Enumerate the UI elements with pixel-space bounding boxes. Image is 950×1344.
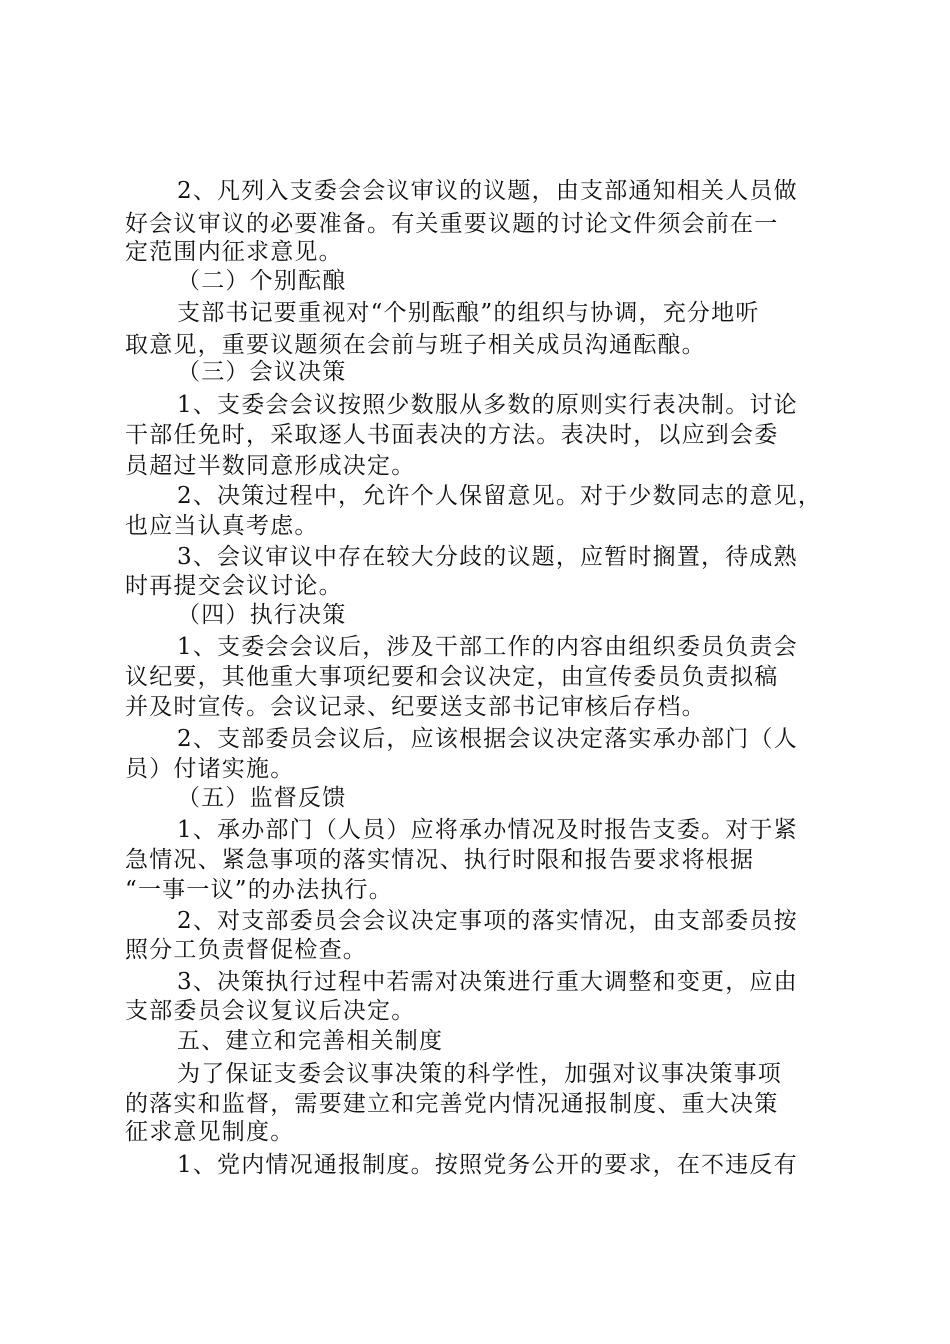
text-line: 的落实和监督，需要建立和完善党内情况通报制度、重大决策 (125, 1091, 779, 1117)
text-line: 员）付诸实施。 (125, 756, 295, 782)
text-line: 3、会议审议中存在较大分歧的议题，应暂时搁置，待成熟 (177, 544, 798, 570)
text-line: 2、决策过程中，允许个人保留意见。对于少数同志的意见， (177, 483, 823, 509)
text-line: 并及时宣传。会议记录、纪要送支部书记审核后存档。 (125, 694, 706, 720)
text-line: 2、凡列入支委会会议审议的议题，由支部通知相关人员做 (177, 178, 798, 204)
text-line: 急情况、紧急事项的落实情况、执行时限和报告要求将根据 (125, 847, 755, 873)
text-line: 干部任免时，采取逐人书面表决的方法。表决时，以应到会委 (125, 422, 779, 448)
text-line: 征求意见制度。 (125, 1119, 295, 1145)
text-line: 1、支委会会议按照少数服从多数的原则实行表决制。讨论 (177, 392, 798, 418)
text-line: 员超过半数同意形成决定。 (125, 453, 416, 479)
text-line: 照分工负责督促检查。 (125, 937, 367, 963)
text-line: 1、支委会会议后，涉及干部工作的内容由组织委员负责会 (177, 634, 798, 660)
section-heading: 五、建立和完善相关制度 (177, 1028, 444, 1054)
text-line: 1、承办部门（人员）应将承办情况及时报告支委。对于紧 (177, 817, 798, 843)
section-heading: （五）监督反馈 (177, 785, 347, 811)
text-line: 支部委员会议复议后决定。 (125, 998, 416, 1024)
text-line: 好会议审议的必要准备。有关重要议题的讨论文件须会前在一 (125, 211, 779, 237)
text-line: 3、决策执行过程中若需对决策进行重大调整和变更，应由 (177, 969, 798, 995)
section-heading: （三）会议决策 (177, 359, 347, 385)
text-line: 也应当认真考虑。 (125, 513, 319, 539)
text-line: 2、对支部委员会会议决定事项的落实情况，由支部委员按 (177, 908, 798, 934)
section-heading: （四）执行决策 (177, 602, 347, 628)
text-line: 2、支部委员会议后，应该根据会议决定落实承办部门（人 (177, 726, 798, 752)
text-line: 1、党内情况通报制度。按照党务公开的要求，在不违反有 (177, 1152, 798, 1178)
section-heading: （二）个别酝酿 (177, 268, 347, 294)
text-line: 支部书记要重视对“个别酝酿”的组织与协调，充分地听 (177, 300, 760, 326)
text-line: 时再提交会议讨论。 (125, 573, 343, 599)
text-line: 取意见，重要议题须在会前与班子相关成员沟通酝酿。 (125, 332, 706, 358)
text-line: “一事一议”的办法执行。 (125, 877, 393, 903)
text-line: 定范围内征求意见。 (125, 239, 343, 265)
text-line: 议纪要，其他重大事项纪要和会议决定，由宣传委员负责拟稿 (125, 664, 779, 690)
text-line: 为了保证支委会议事决策的科学性，加强对议事决策事项 (177, 1061, 782, 1087)
